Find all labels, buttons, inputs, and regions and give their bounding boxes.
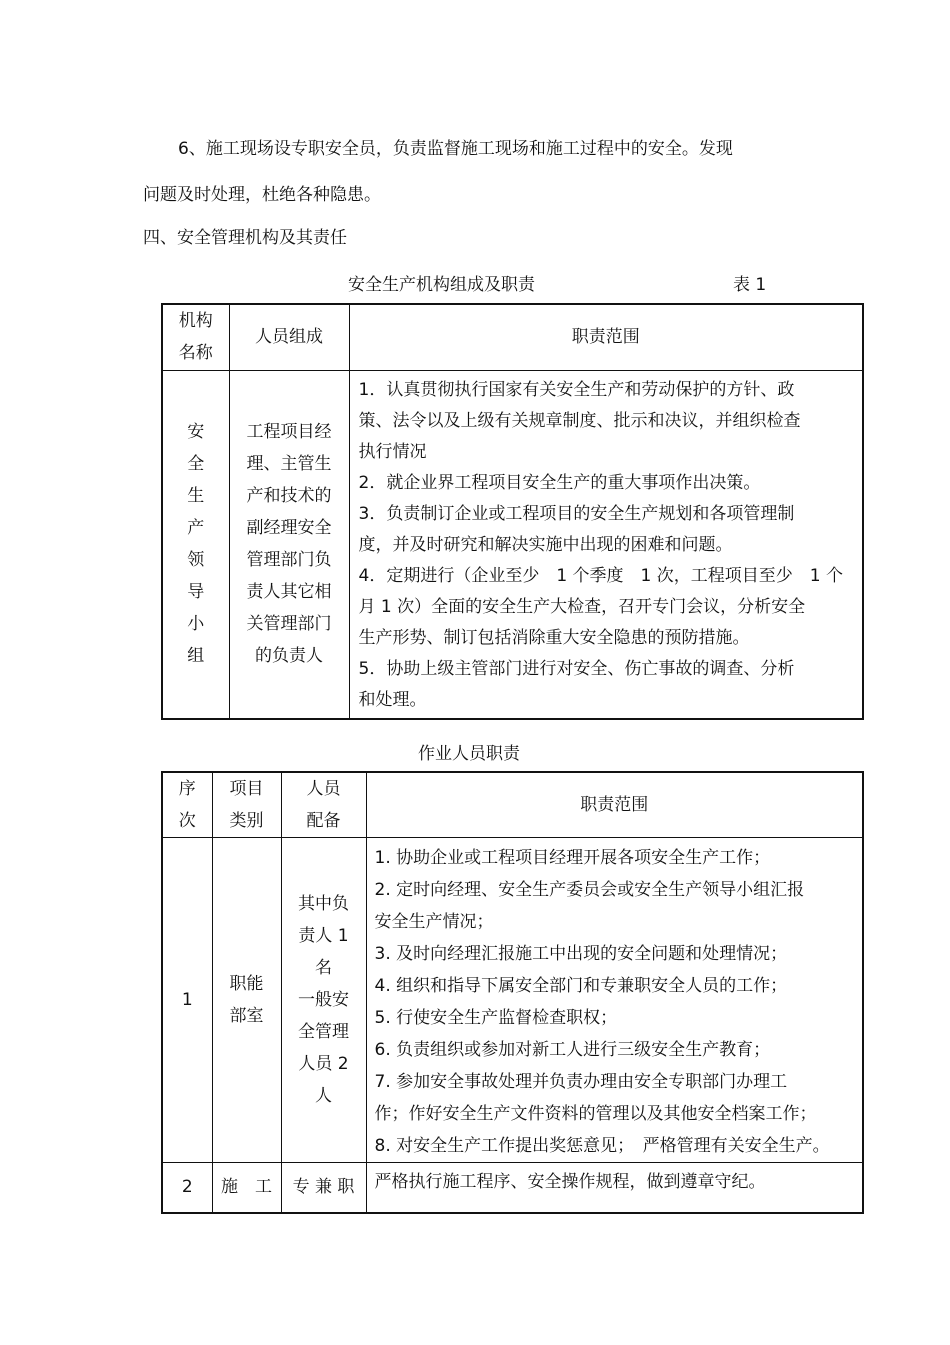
table-header-row — [162, 304, 863, 370]
duty-line: 作；作好安全生产文件资料的管理以及其他安全档案工作； — [374, 1104, 817, 1124]
staffing-line: 人员 2 — [298, 1054, 349, 1074]
header-staffing-line1: 人员 — [306, 779, 341, 799]
members-line: 管理部门负 — [246, 550, 332, 571]
header-org-name — [162, 304, 229, 370]
duty-line: 1．认真贯彻执行国家有关安全生产和劳动保护的方针、政 — [358, 379, 795, 400]
staffing-line: 全管理 — [298, 1022, 349, 1042]
duty-line: 生产形势、制订包括消除重大安全隐患的预防措施。 — [358, 627, 750, 648]
header-members: 人员组成 — [229, 304, 349, 370]
duty-line: 2．就企业界工程项目安全生产的重大事项作出决策。 — [358, 472, 761, 493]
duties-cell: 严格执行施工程序、安全操作规程，做到遵章守纪。 — [366, 1163, 863, 1213]
category-line: 部室 — [229, 1006, 264, 1026]
table-row — [162, 1163, 863, 1213]
duty-line: 4．定期进行（企业至少 1 个季度 1 次，工程项目至少 1 个 — [358, 565, 843, 586]
category-cell: 施 工 — [212, 1163, 281, 1213]
org-char: 安 — [187, 422, 205, 443]
staffing-line: 责人 1 — [298, 926, 349, 946]
table2-caption: 作业人员职责 — [418, 744, 520, 764]
members-line: 产和技术的 — [246, 486, 332, 507]
duty-line: 8. 对安全生产工作提出奖惩意见； 严格管理有关安全生产。 — [374, 1136, 830, 1156]
seq-cell: 1 — [162, 838, 212, 1163]
table-row — [162, 370, 863, 719]
table-header-row — [162, 772, 863, 838]
org-name-cell — [162, 370, 229, 719]
staffing-line: 其中负 — [298, 894, 349, 914]
duty-line: 执行情况 — [358, 441, 427, 462]
header-seq-line2: 次 — [178, 811, 196, 831]
header-category-line2: 类别 — [229, 811, 264, 831]
paragraph-line-1: 6、施工现场设专职安全员，负责监督施工现场和施工过程中的安全。发现 — [178, 139, 733, 159]
header-category — [212, 772, 281, 838]
duty-line: 3．负责制订企业或工程项目的安全生产规划和各项管理制 — [358, 503, 795, 524]
header-org-name-line1: 机构 — [178, 311, 213, 332]
members-line: 工程项目经 — [246, 422, 332, 443]
section-heading: 四、安全管理机构及其责任 — [143, 228, 347, 248]
staffing-line: 人 — [315, 1086, 332, 1106]
header-duties: 职责范围 — [349, 304, 863, 370]
members-line: 责人其它相 — [246, 582, 332, 603]
duty-line: 5．协助上级主管部门进行对安全、伤亡事故的调查、分析 — [358, 658, 795, 679]
members-line: 的负责人 — [255, 646, 323, 667]
org-char: 小 — [187, 614, 205, 635]
duty-line: 5. 行使安全生产监督检查职权； — [374, 1008, 618, 1028]
header-staffing — [281, 772, 366, 838]
staffing-line: 一般安 — [298, 990, 349, 1010]
table1-caption: 安全生产机构组成及职责 — [348, 275, 535, 295]
safety-organization-table — [161, 303, 864, 720]
table-row — [162, 838, 863, 1163]
duty-line: 和处理。 — [358, 689, 427, 710]
category-cell — [212, 838, 281, 1163]
duty-line: 6. 负责组织或参加对新工人进行三级安全生产教育； — [374, 1040, 771, 1060]
operator-duties-table — [161, 771, 864, 1214]
table1-label: 表 1 — [733, 275, 767, 295]
header-seq-line1: 序 — [178, 779, 196, 799]
duty-line: 4. 组织和指导下属安全部门和专兼职安全人员的工作； — [374, 976, 788, 996]
org-char: 全 — [187, 454, 205, 475]
staffing-line: 名 — [315, 958, 332, 978]
duties-cell — [349, 370, 863, 719]
org-char: 领 — [187, 550, 205, 571]
duty-line: 3. 及时向经理汇报施工中出现的安全问题和处理情况； — [374, 944, 788, 964]
duty-line: 度，并及时研究和解决实施中出现的困难和问题。 — [358, 534, 733, 555]
header-org-name-line2: 名称 — [178, 343, 213, 364]
members-line: 副经理安全 — [246, 518, 332, 539]
duty-line: 策、法令以及上级有关规章制度、批示和决议，并组织检查 — [358, 410, 801, 431]
members-cell — [229, 370, 349, 719]
staffing-cell — [281, 838, 366, 1163]
members-line: 关管理部门 — [246, 614, 332, 635]
paragraph-line-2: 问题及时处理，杜绝各种隐患。 — [143, 185, 381, 205]
header-seq — [162, 772, 212, 838]
duty-line: 1. 协助企业或工程项目经理开展各项安全生产工作； — [374, 848, 771, 868]
org-char: 生 — [187, 486, 205, 507]
org-char: 导 — [187, 582, 205, 603]
duties-cell — [366, 838, 863, 1163]
category-line: 职能 — [229, 974, 264, 994]
duty-line: 月 1 次）全面的安全生产大检查，召开专门会议，分析安全 — [358, 596, 806, 617]
org-char: 产 — [187, 518, 205, 539]
members-line: 理、主管生 — [246, 454, 332, 475]
duty-line: 7. 参加安全事故处理并负责办理由安全专职部门办理工 — [374, 1072, 788, 1092]
seq-cell: 2 — [162, 1163, 212, 1213]
header-duties: 职责范围 — [366, 772, 863, 838]
duty-line: 2. 定时向经理、安全生产委员会或安全生产领导小组汇报 — [374, 880, 805, 900]
header-staffing-line2: 配备 — [306, 811, 341, 831]
staffing-cell: 专 兼 职 — [281, 1163, 366, 1213]
header-category-line1: 项目 — [229, 779, 264, 799]
duty-line: 安全生产情况； — [374, 912, 494, 932]
org-char: 组 — [187, 646, 205, 667]
